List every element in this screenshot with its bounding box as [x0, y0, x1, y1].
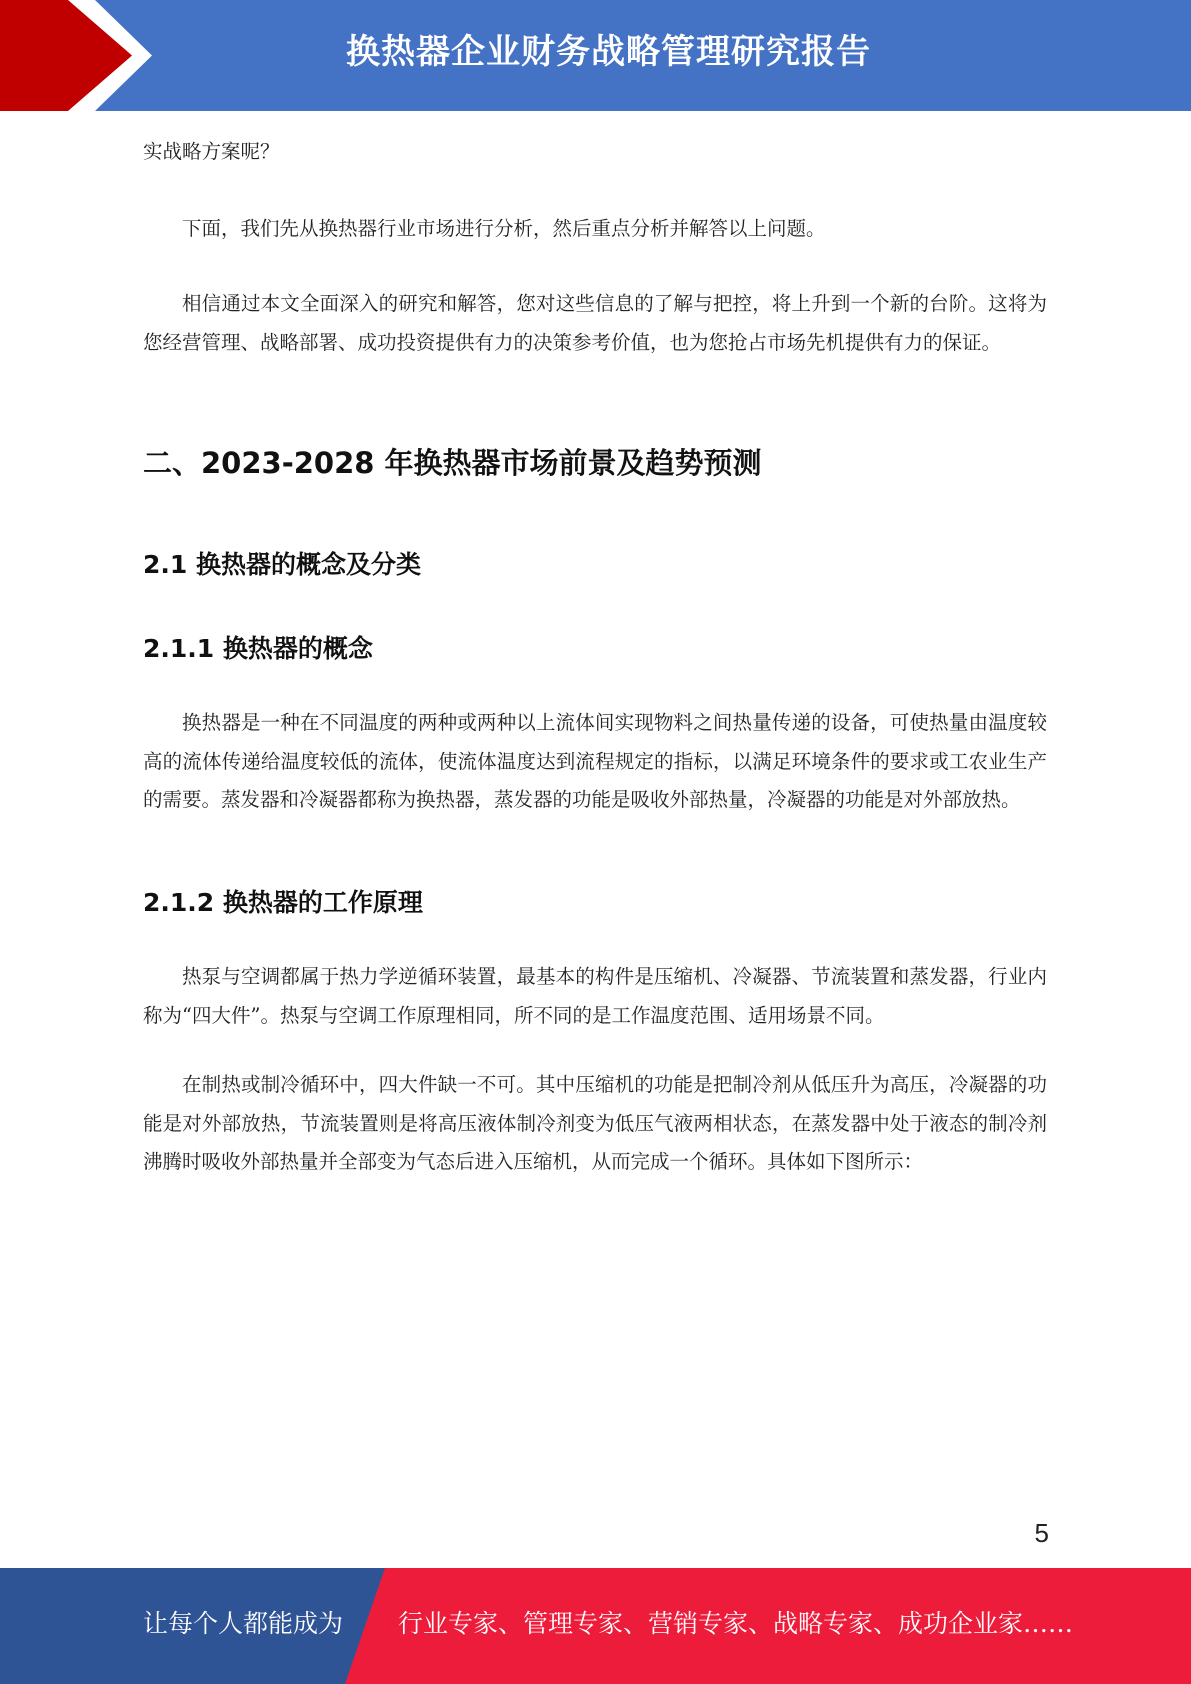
paragraph-intro: 下面，我们先从换热器行业市场进行分析，然后重点分析并解答以上问题。: [182, 217, 826, 240]
page-footer: [0, 1568, 1191, 1684]
body-block-principle-1: [143, 958, 1047, 1035]
subsubsection-heading-principle: 2.1.2 换热器的工作原理: [143, 888, 423, 917]
body-block-concept: [143, 704, 1047, 820]
body-block-value: [143, 285, 1047, 362]
subsection-heading: 2.1 换热器的概念及分类: [143, 550, 421, 579]
footer-slogan-right: 行业专家、管理专家、营销专家、战略专家、成功企业家……: [398, 1609, 1074, 1638]
report-title: 换热器企业财务战略管理研究报告: [346, 32, 871, 72]
footer-slogan-left: 让每个人都能成为: [143, 1609, 344, 1638]
body-block-principle-2: [143, 1066, 1047, 1182]
page-header: [0, 0, 1191, 111]
paragraph-principle-2: 在制热或制冷循环中，四大件缺一不可。其中压缩机的功能是把制冷剂从低压升为高压，冷凝器的功能是对外部放热，节流装置则是将高压液体制冷剂变为低压气液两相状态，在蒸发器中处于液态的制冷剂沸腾时吸收外部热量并全部变为气态后进入压缩机，从而完成一个循环。具体如下图所示：: [143, 1073, 1047, 1173]
paragraph-concept: 换热器是一种在不同温度的两种或两种以上流体间实现物料之间热量传递的设备，可使热量由温度较高的流体传递给温度较低的流体，使流体温度达到流程规定的指标，以满足环境条件的要求或工农业生产的需要。蒸发器和冷凝器都称为换热器，蒸发器的功能是吸收外部热量，冷凝器的功能是对外部放热。: [143, 711, 1047, 811]
paragraph-continued: 实战略方案呢？: [143, 140, 280, 163]
body-block-intro: [143, 210, 1047, 249]
paragraph-value: 相信通过本文全面深入的研究和解答，您对这些信息的了解与把控，将上升到一个新的台阶。这将为您经营管理、战略部署、成功投资提供有力的决策参考价值，也为您抢占市场先机提供有力的保证。: [143, 292, 1047, 354]
page-number: 5: [1034, 1518, 1049, 1548]
section-heading: 二、2023-2028 年换热器市场前景及趋势预测: [143, 446, 762, 480]
subsubsection-heading-concept: 2.1.1 换热器的概念: [143, 634, 373, 663]
body-intro: [143, 133, 1047, 172]
paragraph-principle-1: 热泵与空调都属于热力学逆循环装置，最基本的构件是压缩机、冷凝器、节流装置和蒸发器，行业内称为“四大件”。热泵与空调工作原理相同，所不同的是工作温度范围、适用场景不同。: [143, 965, 1047, 1027]
